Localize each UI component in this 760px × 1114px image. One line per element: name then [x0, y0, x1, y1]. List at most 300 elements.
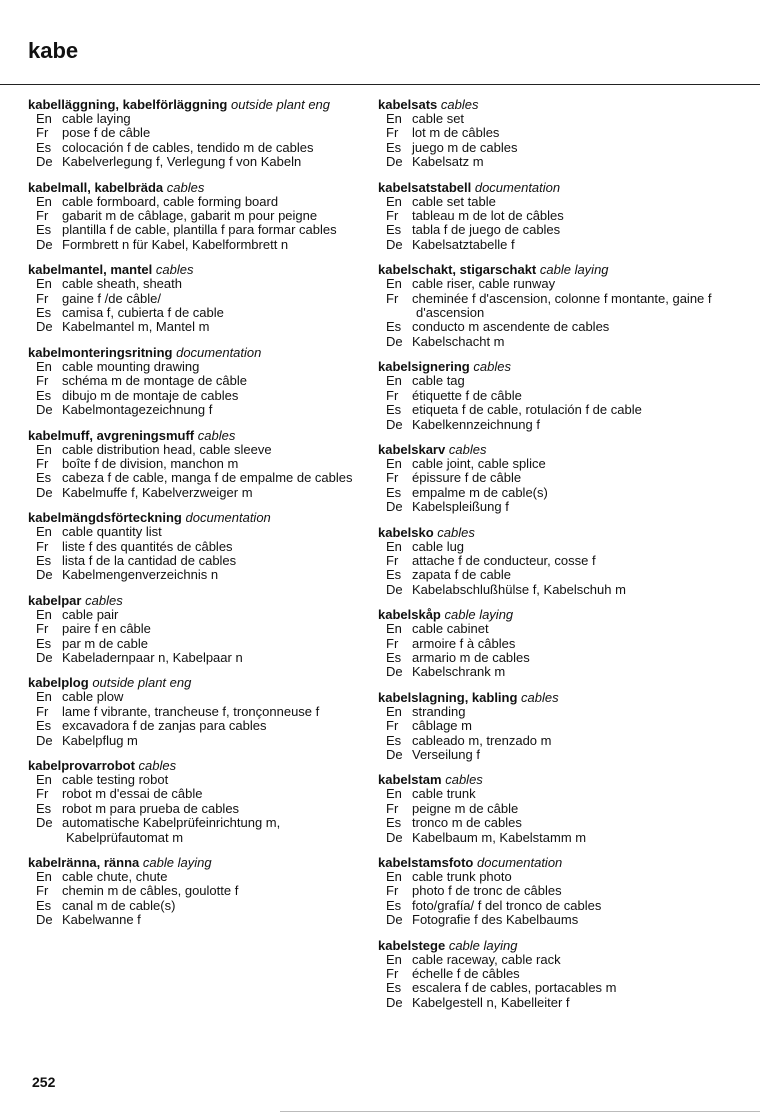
translation-text: Kabeladernpaar n, Kabelpaar n: [62, 649, 243, 665]
translation-text: dibujo m de montaje de cables: [62, 387, 239, 403]
entry-headword-line: [378, 525, 750, 540]
translation-text: cabeza f de cable, manga f de empalme de cables: [62, 470, 353, 486]
entry-headword-line: [28, 675, 364, 690]
entry-headword-line: [28, 593, 364, 608]
translation-text: cable testing robot: [62, 772, 169, 787]
translation-text: Fotografie f des Kabelbaums: [412, 912, 579, 928]
translation-line: [378, 913, 750, 927]
entry-headword-line: [378, 180, 750, 195]
translation-line: [378, 831, 750, 845]
translation-line: [378, 209, 750, 223]
translation-text: Kabelmantel m, Mantel m: [62, 319, 210, 335]
dictionary-entry: [28, 262, 364, 335]
entry-field: documentation: [185, 510, 271, 526]
translation-text: Kabelmontagezeichnung f: [62, 402, 213, 418]
dictionary-entry: [378, 525, 750, 598]
entry-term: kabelränna, ränna: [28, 855, 140, 871]
entry-term: kabelskåp: [378, 607, 441, 623]
translation-line: [378, 155, 750, 169]
language-code: Es: [36, 718, 52, 734]
translation-text: câblage m: [412, 718, 472, 734]
translation-line: [378, 816, 750, 830]
translation-line: [28, 734, 364, 748]
language-code: Es: [36, 800, 52, 816]
entry-field: documentation: [474, 179, 561, 195]
entry-field: cables: [197, 427, 236, 443]
translation-text: tabla f de juego de cables: [412, 222, 561, 238]
language-code: En: [36, 276, 52, 292]
translation-text: cableado m, trenzado m: [412, 732, 552, 748]
translation-line: [378, 292, 750, 321]
language-code: Fr: [36, 538, 49, 554]
language-code: En: [36, 358, 52, 374]
translation-text: etiqueta f de cable, rotulación f de cable: [412, 402, 642, 418]
translation-line: [28, 913, 364, 927]
dictionary-entry: [28, 97, 364, 170]
translation-line: [28, 622, 364, 636]
translation-line: [378, 223, 750, 237]
translation-line: [28, 223, 364, 237]
language-code: En: [386, 373, 402, 389]
entry-field: cables: [155, 262, 194, 278]
translation-text: Kabelwanne f: [62, 912, 141, 928]
language-code: Fr: [386, 552, 399, 568]
translation-line: [28, 719, 364, 733]
dictionary-entry: [28, 855, 364, 928]
dictionary-entry: [28, 593, 364, 666]
page-number: 252: [32, 1074, 56, 1090]
translation-line: [28, 277, 364, 291]
translation-line: [378, 112, 750, 126]
entry-headword-line: [28, 758, 364, 773]
translation-line: [28, 802, 364, 816]
translation-line: [378, 471, 750, 485]
translation-text: Kabelbaum m, Kabelstamm m: [412, 829, 587, 845]
translation-line: [28, 637, 364, 651]
language-code: En: [386, 951, 402, 967]
language-code: En: [36, 524, 52, 540]
language-code: En: [36, 111, 52, 126]
translation-text: Kabelpflug m: [62, 732, 138, 748]
language-code: De: [36, 319, 53, 335]
language-code: Es: [386, 402, 402, 418]
language-code: De: [36, 912, 53, 928]
translation-line: [378, 622, 750, 636]
dictionary-entry: [28, 180, 364, 253]
entry-term: kabelmall, kabelbräda: [28, 179, 164, 195]
translation-text: foto/grafía/ f del tronco de cables: [412, 897, 602, 913]
entry-headword-line: [378, 442, 750, 457]
dictionary-entry: [28, 345, 364, 418]
translation-line: [28, 306, 364, 320]
entry-term: kabelplog: [28, 675, 89, 691]
entry-term: kabelsats: [378, 97, 438, 112]
language-code: De: [386, 236, 403, 252]
translation-text: cable quantity list: [62, 524, 162, 540]
translation-line: [378, 981, 750, 995]
translation-text: Kabelspleißung f: [412, 499, 509, 515]
translation-line: [28, 486, 364, 500]
translation-text: gaine f /de câble/: [62, 290, 162, 306]
translation-line: [28, 568, 364, 582]
entry-term: kabelstege: [378, 937, 446, 953]
translation-text: boîte f de division, manchon m: [62, 455, 239, 471]
entry-headword-line: [378, 97, 750, 112]
translation-line: [28, 705, 364, 719]
translation-line: [378, 403, 750, 417]
entry-field: cables: [138, 758, 177, 773]
translation-text: Kabelschrank m: [412, 664, 506, 680]
translation-line: [28, 773, 364, 787]
translation-line: [28, 155, 364, 169]
language-code: En: [386, 786, 402, 802]
translation-line: [28, 690, 364, 704]
language-code: Fr: [386, 125, 399, 141]
translation-text: excavadora f de zanjas para cables: [62, 718, 267, 734]
dictionary-entry: [28, 675, 364, 748]
entry-term: kabelmonteringsritning: [28, 344, 173, 360]
language-code: Fr: [386, 635, 399, 651]
language-code: De: [36, 649, 53, 665]
translation-text: escalera f de cables, portacables m: [412, 980, 617, 996]
dictionary-entry: [28, 758, 364, 845]
translation-text: Kabelgestell n, Kabelleiter f: [412, 994, 570, 1010]
translation-line: [378, 141, 750, 155]
language-code: De: [386, 416, 403, 432]
translation-text: Kabelschacht m: [412, 333, 505, 349]
dictionary-entry: [28, 428, 364, 501]
translation-line: [378, 554, 750, 568]
language-code: En: [36, 441, 52, 457]
language-code: En: [386, 111, 402, 126]
translation-line: [28, 389, 364, 403]
translation-line: [28, 292, 364, 306]
language-code: Fr: [36, 786, 49, 802]
translation-line: [28, 816, 364, 845]
translation-line: [28, 608, 364, 622]
language-code: En: [386, 455, 402, 471]
translation-text: Kabelverlegung f, Verlegung f von Kabeln: [62, 154, 302, 170]
entry-headword-line: [378, 772, 750, 787]
language-code: En: [36, 772, 52, 787]
translation-text: Kabelsatztabelle f: [412, 236, 515, 252]
entry-term: kabelsignering: [378, 359, 470, 375]
translation-line: [378, 195, 750, 209]
translation-text: Kabelmengenverzeichnis n: [62, 567, 219, 583]
translation-text: cable sheath, sheath: [62, 276, 182, 292]
entry-headword-line: [28, 97, 364, 112]
translation-line: [378, 374, 750, 388]
language-code: De: [36, 567, 53, 583]
language-code: De: [36, 815, 53, 831]
translation-text: pose f de câble: [62, 125, 151, 141]
language-code: De: [386, 581, 403, 597]
translation-text: photo f de tronc de câbles: [412, 883, 562, 899]
entry-headword-line: [28, 180, 364, 195]
translation-text: conducto m ascendente de cables: [412, 319, 610, 335]
entry-field: documentation: [477, 855, 563, 871]
translation-text: Kabelmuffe f, Kabelverzweiger m: [62, 484, 253, 500]
entry-field: cables: [437, 524, 475, 540]
entry-headword-line: [378, 262, 750, 277]
language-code: De: [386, 664, 403, 680]
translation-line: [378, 637, 750, 651]
language-code: En: [36, 869, 52, 885]
dictionary-entry: [378, 607, 750, 680]
dictionary-entry: [378, 180, 750, 253]
entry-field: cables: [448, 441, 487, 457]
entry-term: kabelmuff, avgreningsmuff: [28, 427, 195, 443]
entry-headword-line: [378, 607, 750, 622]
translation-text: cable trunk photo: [412, 869, 512, 885]
translation-line: [28, 374, 364, 388]
translation-line: [28, 443, 364, 457]
translation-text: cable tag: [412, 373, 465, 389]
dictionary-entry: [378, 772, 750, 845]
language-code: Es: [36, 470, 52, 486]
entry-field: documentation: [176, 344, 262, 360]
language-code: Es: [386, 222, 402, 238]
language-code: Fr: [36, 621, 49, 637]
dictionary-entry: [378, 359, 750, 432]
translation-line: [378, 335, 750, 349]
translation-text: Kabelsatz m: [412, 154, 484, 170]
language-code: Es: [386, 649, 402, 665]
language-code: Es: [386, 567, 402, 583]
language-code: Fr: [386, 208, 399, 224]
dictionary-entry: [378, 938, 750, 1011]
translation-text: lista f de la cantidad de cables: [62, 552, 237, 568]
left-column: [28, 97, 364, 938]
entry-field: outside plant eng: [92, 675, 192, 691]
translation-text: lot m de câbles: [412, 125, 500, 141]
translation-text: Kabelabschlußhülse f, Kabelschuh m: [412, 581, 626, 597]
translation-line: [28, 141, 364, 155]
translation-text: cable mounting drawing: [62, 358, 200, 374]
entry-field: cables: [440, 97, 479, 112]
translation-text: cable chute, chute: [62, 869, 168, 885]
entry-field: cable laying: [539, 262, 609, 278]
translation-text: colocación f de cables, tendido m de cables: [62, 139, 314, 155]
language-code: Fr: [386, 290, 399, 306]
language-code: Es: [36, 139, 52, 155]
translation-text: cable joint, cable splice: [412, 455, 546, 471]
language-code: De: [386, 912, 403, 928]
translation-line: [378, 568, 750, 582]
dictionary-entry: [378, 690, 750, 763]
language-code: Es: [386, 484, 402, 500]
translation-text: cable plow: [62, 689, 124, 705]
language-code: Fr: [386, 718, 399, 734]
translation-text: robot m para prueba de cables: [62, 800, 240, 816]
translation-line: [378, 500, 750, 514]
translation-text: robot m d'essai de câble: [62, 786, 203, 802]
translation-text: cable lug: [412, 538, 465, 554]
entry-headword-line: [378, 938, 750, 953]
translation-line: [378, 705, 750, 719]
language-code: De: [36, 484, 53, 500]
language-code: Fr: [386, 883, 399, 899]
entry-term: kabelmängdsförteckning: [28, 510, 182, 526]
translation-text: Kabelkennzeichnung f: [412, 416, 540, 432]
dictionary-entry: [28, 510, 364, 583]
language-code: De: [386, 829, 403, 845]
translation-line: [378, 540, 750, 554]
translation-line: [378, 583, 750, 597]
translation-text: empalme m de cable(s): [412, 484, 548, 500]
translation-line: [28, 471, 364, 485]
translation-text: tableau m de lot de câbles: [412, 208, 564, 224]
entry-headword-line: [378, 359, 750, 374]
language-code: De: [36, 154, 53, 170]
entry-field: cables: [166, 179, 205, 195]
translation-text: lame f vibrante, trancheuse f, tronçonneuse f: [62, 703, 320, 719]
entry-headword-line: [378, 690, 750, 705]
translation-text: canal m de cable(s): [62, 897, 176, 913]
language-code: Es: [36, 387, 52, 403]
entry-field: cables: [445, 772, 483, 788]
language-code: De: [36, 402, 53, 418]
translation-line: [378, 238, 750, 252]
language-code: De: [386, 154, 403, 170]
translation-text: automatische Kabelprüfeinrichtung m, Kabelprüfautomat m: [62, 815, 281, 845]
translation-text: cable pair: [62, 606, 119, 622]
entry-term: kabelsko: [378, 524, 434, 540]
dictionary-entry: [378, 97, 750, 170]
translation-line: [28, 112, 364, 126]
translation-line: [378, 953, 750, 967]
translation-line: [378, 486, 750, 500]
translation-line: [28, 360, 364, 374]
translation-line: [378, 996, 750, 1010]
entry-headword-line: [28, 510, 364, 525]
translation-line: [378, 665, 750, 679]
dictionary-entry: [378, 262, 750, 349]
translation-text: cable laying: [62, 111, 131, 126]
translation-text: étiquette f de câble: [412, 387, 522, 403]
language-code: En: [36, 606, 52, 622]
language-code: Fr: [386, 966, 399, 982]
translation-line: [378, 389, 750, 403]
entry-field: cable laying: [444, 607, 514, 623]
translation-line: [28, 195, 364, 209]
entry-term: kabelmantel, mantel: [28, 262, 153, 278]
entry-field: cable laying: [142, 855, 212, 871]
language-code: Es: [386, 815, 402, 831]
entry-term: kabelpar: [28, 592, 82, 608]
language-code: En: [386, 869, 402, 885]
translation-text: cable cabinet: [412, 621, 489, 637]
entry-term: kabelslagning, kabling: [378, 689, 518, 705]
translation-text: cheminée f d'ascension, colonne f montante, gaine f d'ascension: [412, 290, 712, 321]
language-code: Fr: [386, 800, 399, 816]
entry-headword-line: [28, 428, 364, 443]
language-code: En: [386, 193, 402, 209]
translation-line: [378, 126, 750, 140]
entry-term: kabelprovarrobot: [28, 758, 135, 773]
language-code: De: [36, 732, 53, 748]
right-column: [378, 97, 750, 1020]
entry-field: cables: [521, 689, 559, 705]
translation-line: [378, 734, 750, 748]
translation-text: cable formboard, cable forming board: [62, 193, 279, 209]
translation-line: [28, 457, 364, 471]
translation-line: [28, 238, 364, 252]
language-code: Es: [386, 319, 402, 335]
language-code: Fr: [36, 455, 49, 471]
translation-text: armario m de cables: [412, 649, 530, 665]
language-code: Fr: [36, 373, 49, 389]
translation-text: échelle f de câbles: [412, 966, 520, 982]
translation-text: cable riser, cable runway: [412, 276, 556, 292]
language-code: Fr: [36, 883, 49, 899]
translation-text: juego m de cables: [412, 139, 518, 155]
language-code: Es: [36, 552, 52, 568]
translation-line: [378, 719, 750, 733]
language-code: De: [36, 236, 53, 252]
translation-text: armoire f à câbles: [412, 635, 516, 651]
translation-line: [28, 884, 364, 898]
dictionary-entry: [378, 855, 750, 928]
entry-headword-line: [378, 855, 750, 870]
translation-text: paire f en câble: [62, 621, 151, 637]
entry-field: cable laying: [448, 937, 518, 953]
entry-field: cables: [473, 359, 511, 375]
entry-term: kabelschakt, stigarschakt: [378, 262, 537, 278]
translation-text: camisa f, cubierta f de cable: [62, 305, 224, 321]
translation-text: par m de cable: [62, 635, 148, 651]
language-code: Es: [36, 635, 52, 651]
page-heading: kabe: [28, 38, 79, 63]
translation-text: tronco m de cables: [412, 815, 522, 831]
language-code: En: [386, 703, 402, 719]
translation-line: [378, 320, 750, 334]
translation-text: peigne m de câble: [412, 800, 519, 816]
translation-line: [28, 651, 364, 665]
translation-text: schéma m de montage de câble: [62, 373, 247, 389]
translation-line: [378, 802, 750, 816]
translation-text: Verseilung f: [412, 747, 480, 762]
translation-text: cable raceway, cable rack: [412, 951, 561, 967]
translation-line: [378, 277, 750, 291]
translation-text: épissure f de câble: [412, 470, 522, 486]
translation-text: cable set: [412, 111, 465, 126]
entry-headword-line: [28, 345, 364, 360]
translation-text: Formbrett n für Kabel, Kabelformbrett n: [62, 236, 289, 252]
language-code: Es: [386, 980, 402, 996]
translation-line: [28, 787, 364, 801]
translation-line: [378, 899, 750, 913]
language-code: Fr: [386, 387, 399, 403]
entry-field: cables: [85, 592, 123, 608]
language-code: Fr: [386, 470, 399, 486]
dictionary-entry: [378, 442, 750, 515]
language-code: En: [386, 276, 402, 292]
translation-text: zapata f de cable: [412, 567, 512, 583]
entry-term: kabelstam: [378, 772, 442, 788]
translation-text: plantilla f de cable, plantilla f para formar cables: [62, 222, 337, 238]
entry-term: kabelskarv: [378, 441, 446, 457]
translation-text: stranding: [412, 703, 466, 719]
language-code: Fr: [36, 208, 49, 224]
language-code: Fr: [36, 290, 49, 306]
language-code: Fr: [36, 125, 49, 141]
language-code: Es: [36, 897, 52, 913]
translation-text: attache f de conducteur, cosse f: [412, 552, 596, 568]
language-code: En: [36, 193, 52, 209]
entry-field: outside plant eng: [230, 97, 331, 112]
translation-line: [28, 899, 364, 913]
